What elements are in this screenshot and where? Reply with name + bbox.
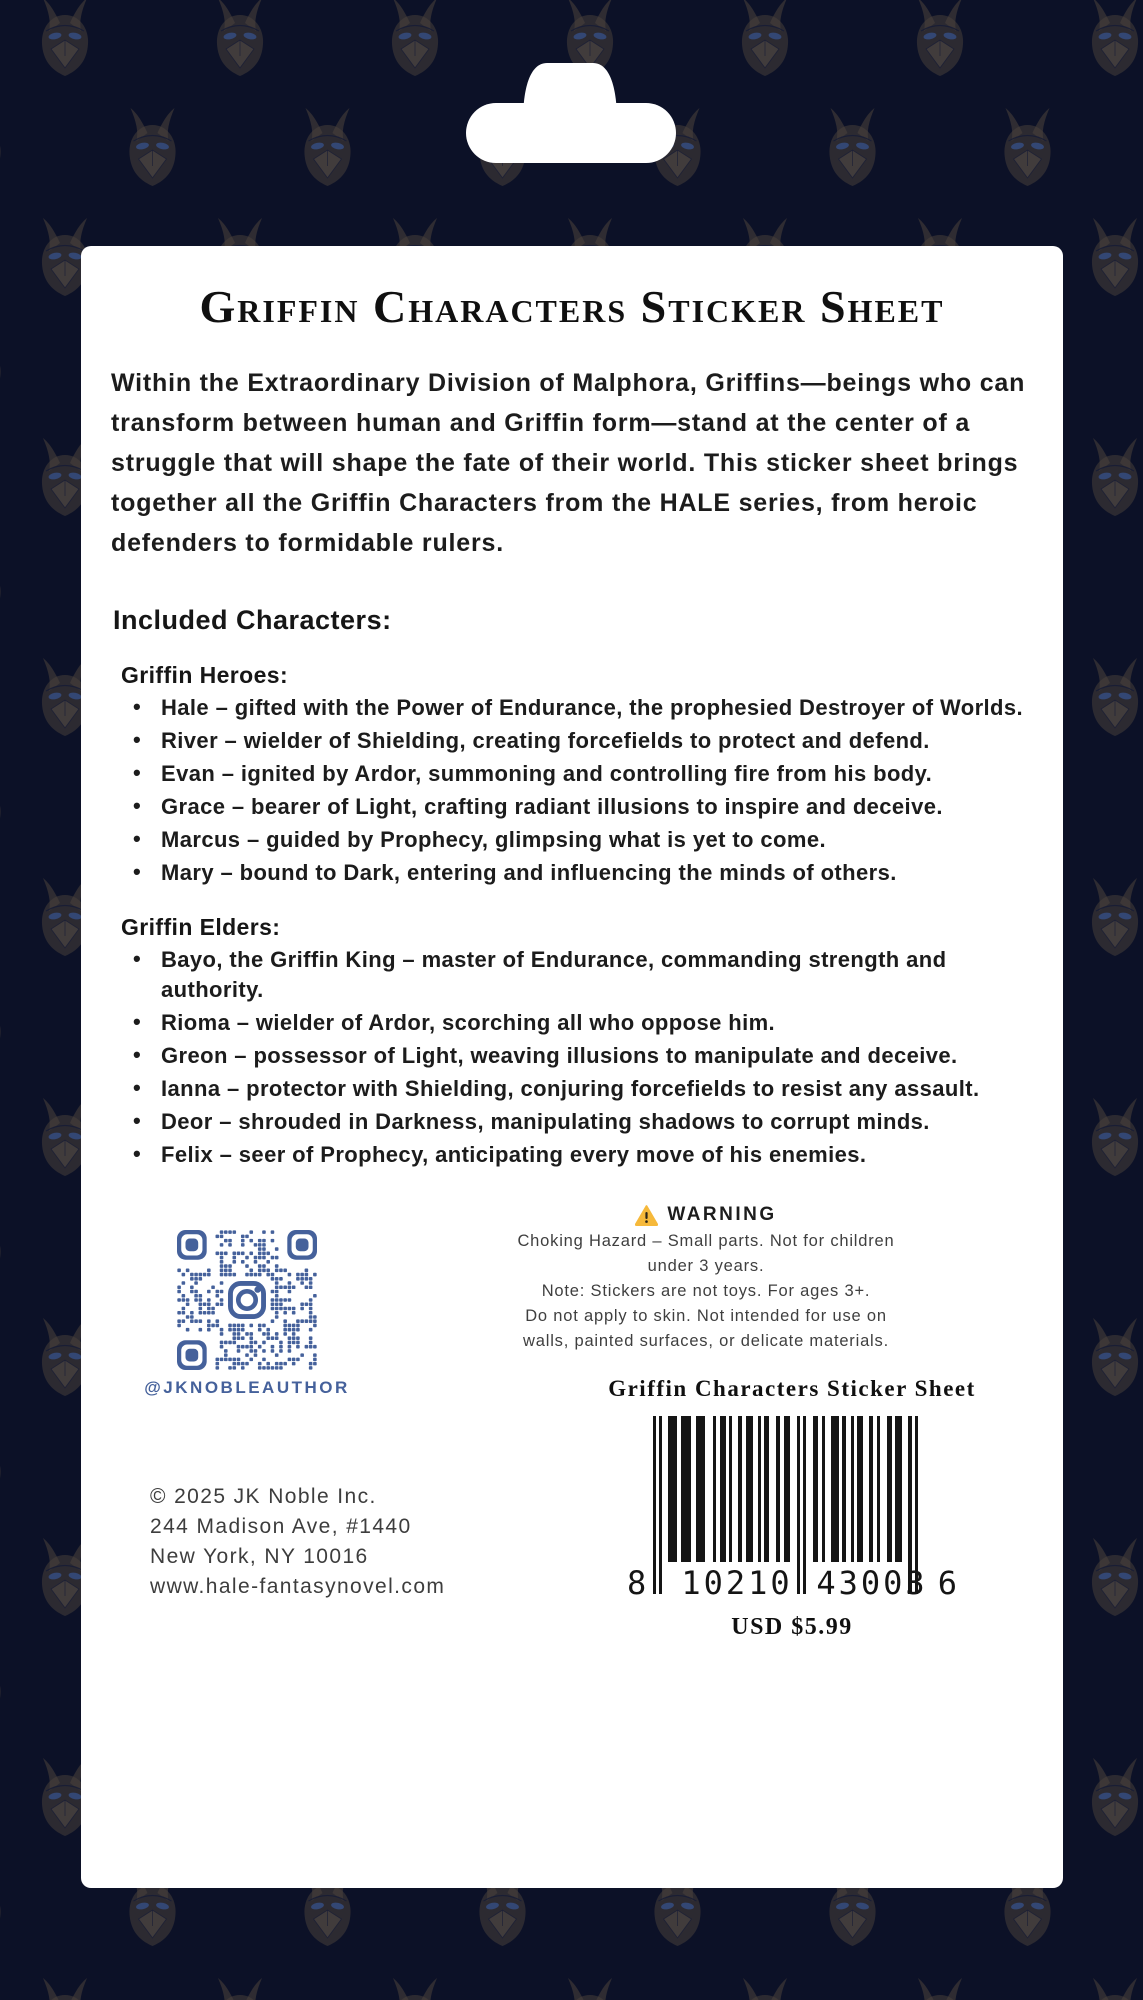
qr-code-image [177, 1230, 317, 1370]
bullet-icon: • [133, 1009, 142, 1034]
warning-heading [481, 1204, 931, 1226]
character-list-item [131, 726, 1033, 756]
character-description: Hale – gifted with the Power of Endurance, the prophesied Destroyer of Worlds. [161, 695, 1024, 720]
character-description: Felix – seer of Prophecy, anticipating every move of his enemies. [161, 1142, 867, 1167]
character-list-item [131, 1107, 1033, 1137]
publisher-info [150, 1482, 511, 1602]
description-text: Within the Extraordinary Division of Malphora, Griffins—beings who can transform between human and Griffin form—stand at the center of a struggle that will shape the fate of their world. This sticker sheet brings together all the Griffin Characters from the HALE series, from heroic defenders to formidable rulers. [111, 369, 1026, 557]
bullet-icon: • [133, 1141, 142, 1166]
warning-line: walls, painted surfaces, or delicate materials. [523, 1332, 889, 1350]
bullet-icon: • [133, 1075, 142, 1100]
barcode-group-1: 10210 [681, 1564, 793, 1602]
character-description: Mary – bound to Dark, entering and influencing the minds of others. [161, 860, 897, 885]
character-description: Bayo, the Griffin King – master of Endurance, commanding strength and authority. [161, 947, 947, 1002]
publisher-line: New York, NY 10016 [150, 1545, 369, 1568]
character-description: Grace – bearer of Light, crafting radiant illusions to inspire and deceive. [161, 794, 943, 819]
warning-line: Do not apply to skin. Not intended for use on [525, 1307, 887, 1325]
page-title: Griffin Characters Sticker Sheet [199, 281, 945, 332]
character-list-item [131, 858, 1033, 888]
barcode [627, 1412, 957, 1602]
character-list-item [131, 1074, 1033, 1104]
bullet-icon: • [133, 859, 142, 884]
bullet-icon: • [133, 826, 142, 851]
character-list-item [131, 759, 1033, 789]
publisher-line: www.hale-fantasynovel.com [150, 1575, 446, 1598]
character-list-item [131, 825, 1033, 855]
instagram-qr-code [177, 1230, 317, 1370]
warning-barcode-column [511, 1204, 1033, 1641]
bullet-icon: • [133, 1108, 142, 1133]
bullet-icon: • [133, 727, 142, 752]
bottom-row [111, 1204, 1033, 1641]
character-list-item [131, 792, 1033, 822]
hang-tab [465, 59, 677, 165]
warning-line: under 3 years. [647, 1257, 765, 1275]
warning-block [481, 1204, 931, 1354]
publisher-line: 244 Madison Ave, #1440 [150, 1515, 412, 1538]
character-description: River – wielder of Shielding, creating forcefields to protect and defend. [161, 728, 930, 753]
character-list [111, 945, 1033, 1170]
barcode-digit-left: 8 [627, 1564, 647, 1602]
publisher-line: © 2025 JK Noble Inc. [150, 1485, 377, 1508]
social-publisher-column [111, 1204, 511, 1641]
barcode-product-label: Griffin Characters Sticker Sheet [608, 1376, 976, 1401]
character-list-item [131, 945, 1033, 1005]
character-description: Evan – ignited by Ardor, summoning and controlling fire from his body. [161, 761, 933, 786]
warning-text [481, 1229, 931, 1354]
character-description: Rioma – wielder of Ardor, scorching all who oppose him. [161, 1010, 776, 1035]
character-list-item [131, 1008, 1033, 1038]
bullet-icon: • [133, 760, 142, 785]
character-description: Greon – possessor of Light, weaving illusions to manipulate and deceive. [161, 1043, 958, 1068]
warning-line: Choking Hazard – Small parts. Not for children [517, 1232, 895, 1250]
price-label: USD $5.99 [731, 1614, 853, 1640]
character-list-item [131, 1041, 1033, 1071]
bullet-icon: • [133, 793, 142, 818]
character-list-item [131, 693, 1033, 723]
warning-line: Note: Stickers are not toys. For ages 3+. [541, 1282, 871, 1300]
character-list [111, 693, 1033, 888]
bullet-icon: • [133, 946, 142, 971]
bullet-icon: • [133, 694, 142, 719]
barcode-digit-right: 6 [937, 1564, 957, 1602]
character-description: Marcus – guided by Prophecy, glimpsing what is yet to come. [161, 827, 826, 852]
character-description: Ianna – protector with Shielding, conjuring forcefields to resist any assault. [161, 1076, 980, 1101]
section-heading: Griffin Heroes: [121, 662, 289, 688]
barcode-group-2: 43003 [816, 1564, 928, 1602]
included-characters-heading: Included Characters: [113, 605, 392, 635]
instagram-handle: @JKNOBLEAUTHOR [144, 1378, 350, 1397]
warning-title: WARNING [667, 1204, 777, 1225]
character-list-item [131, 1140, 1033, 1170]
section-heading: Griffin Elders: [121, 914, 281, 940]
character-sections [111, 662, 1033, 1170]
bullet-icon: • [133, 1042, 142, 1067]
character-description: Deor – shrouded in Darkness, manipulating shadows to corrupt minds. [161, 1109, 930, 1134]
info-card [81, 246, 1063, 1888]
warning-triangle-icon [635, 1205, 658, 1226]
